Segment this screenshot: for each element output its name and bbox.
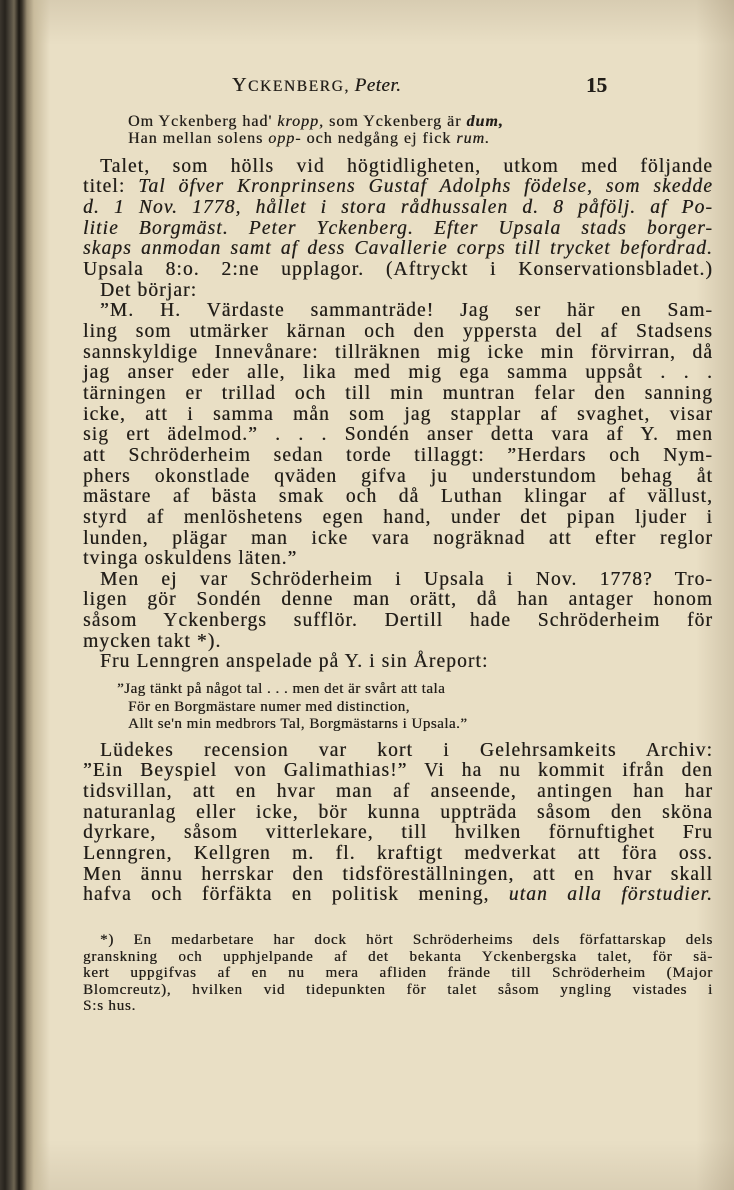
poem-line: För en Borgmästare numer med distinction, xyxy=(128,698,410,715)
body-line: lunden, plägar man icke vara nogräknad att efter reglor xyxy=(83,527,713,549)
running-head-name: Peter. xyxy=(354,75,402,96)
epigraph xyxy=(128,113,504,147)
body-line: ”M. H. Värdaste sammanträde! Jag ser här en Sam- xyxy=(100,300,713,322)
poem-line: Allt se'n min medbrors Tal, Borgmästarns i Upsala.” xyxy=(128,716,468,732)
footnote-line: kert uppgifvas af en nu mera afliden frände till Schröderheim (Major xyxy=(83,965,713,981)
body-line: mästare af bästa smak och då Luthan klingar af vällust, xyxy=(83,486,713,508)
footnote-line: Blomcreutz), hvilken vid tidepunkten för talet såsom yngling vistades i xyxy=(83,981,713,998)
body-line: sig ert ädelmod.” . . . Sondén anser detta vara af Y. men xyxy=(83,424,713,446)
epigraph-text: Han mellan solens xyxy=(128,130,269,147)
body-line: såsom Yckenbergs sufflör. Dertill hade Schröderheim för xyxy=(83,610,713,632)
epigraph-line xyxy=(128,113,504,130)
poem-line: ”Jag tänkt på något tal . . . men det är svårt att tala xyxy=(117,681,446,697)
epigraph-emphasis: rum. xyxy=(456,130,491,147)
epigraph-emphasis: opp- xyxy=(268,130,302,147)
body-line: Upsala 8:o. 2:ne upplagor. (Aftryckt i Konservationsbladet.) xyxy=(83,258,713,280)
body-line: att Schröderheim sedan torde tillaggt: ”Herdars och Nym- xyxy=(83,444,713,466)
body-line: phers okonstlade qväden gifva ju understundom behag åt xyxy=(83,465,713,487)
body-line xyxy=(83,177,713,198)
body-line: Men ännu herrskar den tidsföreställningen, att en hvar skall xyxy=(83,863,713,885)
body-line-emphasis: utan alla förstudier. xyxy=(508,884,713,906)
body-line: Men ej var Schröderheim i Upsala i Nov. 1778? Tro- xyxy=(100,568,713,590)
body-line: icke, att i samma mån som jag stapplar af svaghet, visar xyxy=(83,403,713,425)
body-line-text: titel: xyxy=(83,176,139,198)
footnote xyxy=(83,932,713,1015)
epigraph-emphasis: kropp, xyxy=(277,113,325,130)
binding-shadow xyxy=(0,0,50,1190)
body-line: dyrkare, såsom vitterlekare, till hvilken förnuftighet Fru xyxy=(83,822,713,844)
body-line: d. 1 Nov. 1778, hållet i stora rådhussalen d. 8 påfölj. af Po- xyxy=(83,197,713,218)
footnote-line: granskning och upphjelpande af det bekanta Yckenbergska talet, för sä- xyxy=(83,948,713,965)
body-line: Fru Lenngren anspelade på Y. i sin Åreport: xyxy=(100,651,489,673)
footnote-line: *) En medarbetare har dock hört Schröderheims dels författarskap dels xyxy=(100,932,713,948)
footnote-line: S:s hus. xyxy=(83,998,137,1014)
body-line xyxy=(83,885,713,906)
body-line: naturanlag eller icke, bör kunna uppträda såsom den sköna xyxy=(83,801,713,823)
body-line: tärningen er trillad och till min muntran felar den sanning xyxy=(83,382,713,404)
epigraph-emphasis: dum, xyxy=(466,113,504,130)
body-line: jag anser eder alle, lika med mig ega samma uppsåt . . . xyxy=(83,362,713,384)
body-line: ling som utmärker kärnan och den yppersta del af Stadsens xyxy=(83,320,713,342)
running-head-title: YCKENBERG, xyxy=(232,74,350,96)
epigraph-text: som Yckenberg är xyxy=(324,113,467,130)
body-line: ligen gör Sondén denne man orätt, då han antager honom xyxy=(83,589,713,611)
body-line: sannskyldige Innevånare: tillräknen mig icke min förvirran, då xyxy=(83,341,713,363)
body-line: mycken takt *). xyxy=(83,630,222,652)
body-line: tvinga oskuldens läten.” xyxy=(83,548,298,570)
body-line: Talet, som hölls vid högtidligheten, utkom med följande xyxy=(100,155,713,177)
body-line: tidsvillan, att en hvar man af anseende, antingen han har xyxy=(83,781,713,802)
poem-quote xyxy=(117,681,468,734)
body-line: Lenngren, Kellgren m. fl. kraftigt medverkat att föra oss. xyxy=(83,842,713,864)
page-number: 15 xyxy=(586,73,607,97)
running-head xyxy=(232,75,401,97)
body-line: skaps anmodan samt af dess Cavallerie corps till trycket befordrad. xyxy=(83,238,713,260)
epigraph-text: Om Yckenberg had' xyxy=(128,113,278,130)
body-text xyxy=(83,741,713,906)
body-line: litie Borgmäst. Peter Yckenberg. Efter Upsala stads borger- xyxy=(83,217,713,239)
body-line: Det börjar: xyxy=(100,279,198,301)
body-line: styrd af menlöshetens egen hand, under det pipan ljuder i xyxy=(83,506,713,528)
body-text xyxy=(83,157,713,673)
body-line: Lüdekes recension var kort i Gelehrsamkeits Archiv: xyxy=(100,739,713,761)
book-title-text: Tal öfver Kronprinsens Gustaf Adolphs födelse, som skedde xyxy=(138,176,713,198)
epigraph-line xyxy=(128,130,504,147)
body-line: ”Ein Beyspiel von Galimathias!” Vi ha nu kommit ifrån den xyxy=(83,760,713,782)
body-line-text: hafva och förfäkta en politisk mening, xyxy=(83,884,509,906)
epigraph-text: och nedgång ej fick xyxy=(301,130,457,147)
